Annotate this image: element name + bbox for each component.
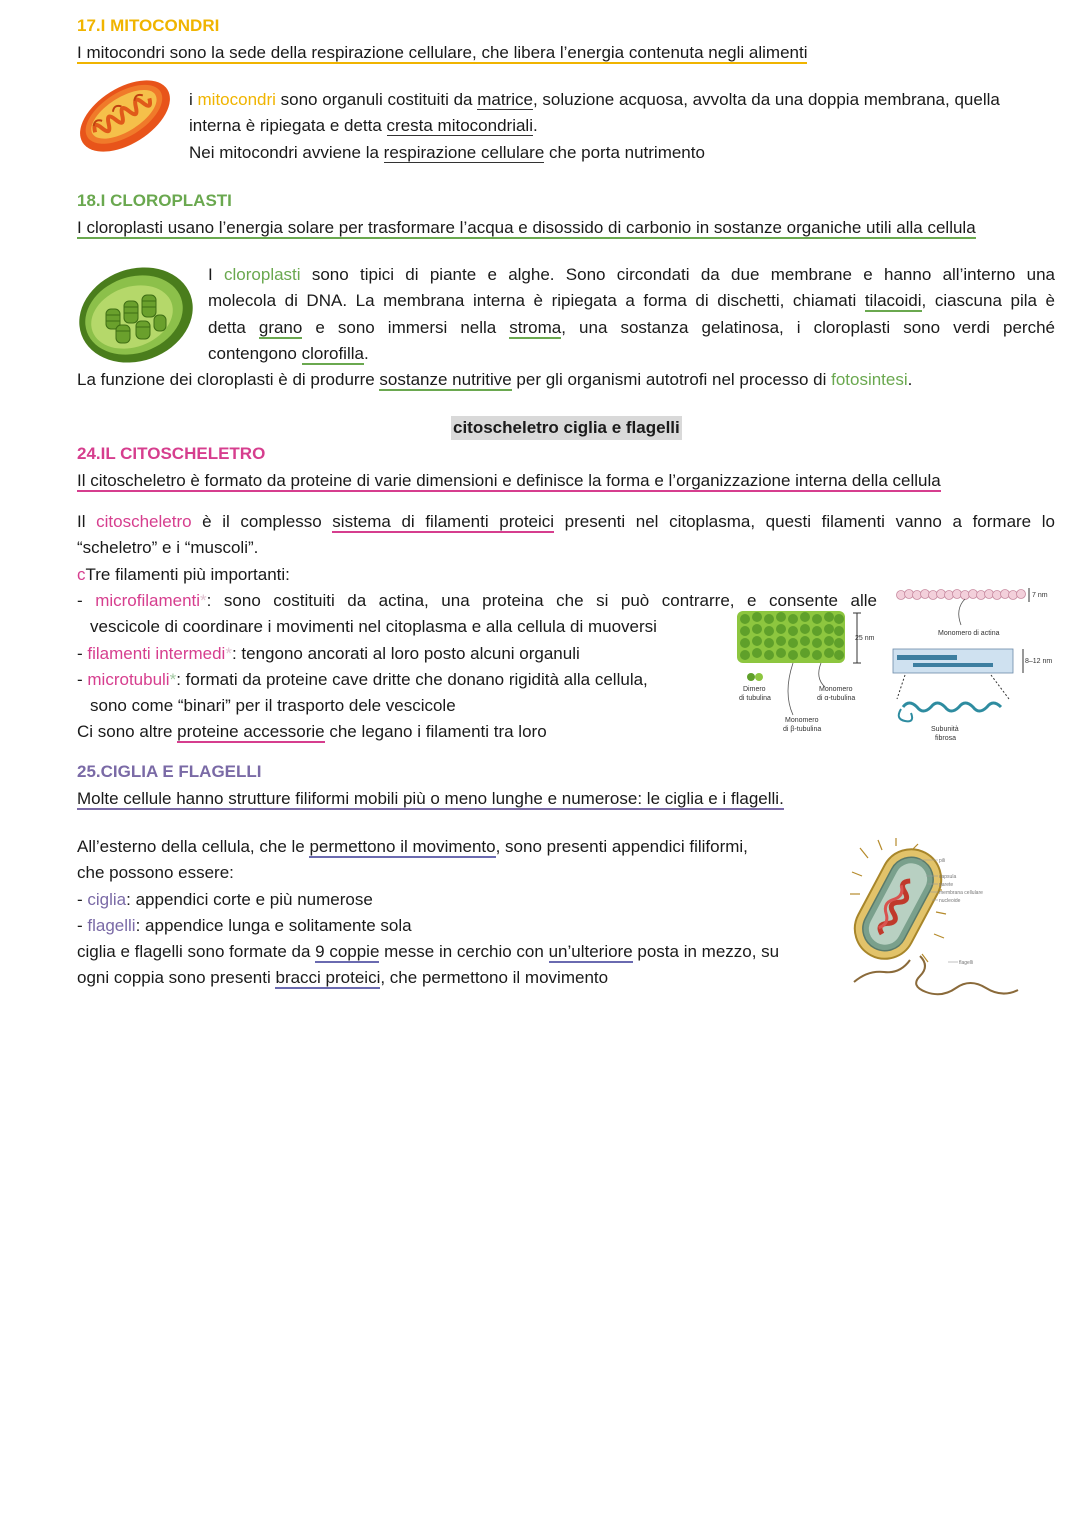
label-25nm: 25 nm (855, 635, 875, 642)
mito-para-line-3: Nei mitocondri avviene la respirazione cellulare che porta nutrimento (189, 142, 705, 162)
chloro-para-line-5: La funzione dei cloroplasti è di produrre sostanze nutritive per gli organismi autotrofi nel processo di fotosintesi. (77, 370, 913, 389)
term-citoscheletro: citoscheletro (96, 512, 192, 531)
chloroplast-image (76, 261, 196, 365)
svg-text:8–12 nm: 8–12 nm (1025, 658, 1053, 665)
svg-text:pili: pili (939, 858, 946, 864)
section-25-lead: Molte cellule hanno strutture filiformi mobili più o meno lunghe e numerose: le ciglia e i flagelli. (77, 789, 784, 808)
svg-text:Subunità: Subunità (931, 726, 959, 733)
term-mitocondri: mitocondri (197, 90, 276, 109)
svg-text:di β-tubulina: di β-tubulina (783, 726, 822, 733)
bacterium-figure (848, 838, 1028, 998)
section-25-title: 25.CIGLIA E FLAGELLI (77, 762, 262, 781)
flag-para-line-4: ogni coppia sono presenti bracci proteici, che permettono il movimento (77, 968, 609, 988)
cito-para-last: Ci sono altre proteine accessorie che legano i filamenti tra loro (77, 722, 547, 742)
svg-text:fibrosa: fibrosa (935, 735, 957, 742)
section-17-lead: I mitocondri sono la sede della respirazione cellulare, che libera l’energia contenuta negli alimenti (77, 43, 808, 62)
chloro-para-line-4: contengono clorofilla. (208, 343, 369, 363)
section-17-title: 17.I MITOCONDRI (77, 16, 220, 35)
cito-para-line-2: “scheletro” e i “muscoli”. (77, 538, 259, 558)
cito-bullet-intermedi: - filamenti intermedi*: tengono ancorati al loro posto alcuni organuli (77, 643, 580, 663)
svg-text:capsula: capsula (939, 874, 957, 880)
chloro-para-line-3: detta grano e sono immersi nella stroma, una sostanza gelatinosa, i cloroplasti sono verdi perché (208, 317, 1055, 337)
section-24-title: 24.IL CITOSCHELETRO (77, 444, 266, 463)
cito-para-line-3: cTre filamenti più importanti: (77, 564, 290, 584)
term-fotosintesi: fotosintesi (831, 370, 908, 389)
term-cloroplasti: cloroplasti (224, 265, 301, 284)
microtubule-drawing (737, 611, 875, 733)
section-18-title: 18.I CLOROPLASTI (77, 191, 232, 210)
chloro-para-line-1: I cloroplasti sono tipici di piante e alghe. Sono circondati da due membrane e hanno all’interno una (208, 265, 1055, 284)
svg-text:Monomero: Monomero (785, 717, 819, 724)
chloro-para-line-2: molecola di DNA. La membrana interna è ripiegata a forma di dischetti, chiamati tilacoidi, ciascuna pila è (208, 291, 1056, 311)
svg-text:parete: parete (939, 882, 954, 888)
cito-bullet-microtubuli: - microtubuli*: formati da proteine cave dritte che donano rigidità alla cellula, (77, 669, 648, 689)
intermediate-filament-drawing (893, 649, 1052, 742)
svg-text:Dimero: Dimero (743, 686, 766, 693)
cito-bullet-microtubuli-cont: sono come “binari” per il trasporto dele vescicole (90, 696, 456, 716)
svg-text:di α-tubulina: di α-tubulina (817, 695, 856, 702)
svg-text:7 nm: 7 nm (1032, 592, 1048, 599)
svg-text:membrana cellulare: membrana cellulare (939, 890, 983, 896)
cito-bullet-microfilamenti: - microfilamenti*: sono costituiti da actina, una proteina che si può contrarre, e consente alle (77, 591, 877, 610)
cito-bullet-microfilamenti-cont: vescicole di coordinare i movimenti nel citoplasma e alla cellula di muoversi (90, 617, 657, 637)
flag-bullet-flagelli: - flagelli: appendice lunga e solitamente sola (77, 915, 412, 935)
svg-text:di tubulina: di tubulina (739, 695, 771, 702)
label-monomer-actin: Monomero di actina (938, 630, 1000, 637)
flag-para-line-1: All’esterno della cellula, che le permettono il movimento, sono presenti appendici filiformi, (77, 837, 748, 856)
section-label: citoscheletro ciglia e flagelli (451, 416, 682, 440)
flag-para-line-3: ciglia e flagelli sono formate da 9 coppie messe in cerchio con un’ulteriore posta in mezzo, su (77, 942, 780, 962)
svg-text:Monomero: Monomero (819, 686, 853, 693)
section-18-lead: I cloroplasti usano l’energia solare per trasformare l’acqua e disossido di carbonio in sostanze organiche utili alla cellula (77, 218, 976, 237)
mitochondrion-image (77, 70, 173, 162)
flag-bullet-ciglia: - ciglia: appendici corte e più numerose (77, 889, 373, 909)
svg-text:nucleoide: nucleoide (939, 898, 961, 904)
actin-filament-drawing (897, 588, 1048, 637)
svg-text:flagelli: flagelli (959, 960, 974, 966)
cytoskeleton-figure (733, 585, 1058, 745)
cito-para-line-1: Il citoscheletro è il complesso sistema di filamenti proteici presenti nel citoplasma, questi filamenti vanno a formare lo (77, 512, 1055, 531)
mito-para-line-2: interna è ripiegata e detta cresta mitocondriali. (189, 116, 538, 136)
flag-para-line-2: che possono essere: (77, 863, 234, 883)
section-24-lead: Il citoscheletro è formato da proteine di varie dimensioni e definisce la forma e l’organizzazione interna della cellula (77, 471, 941, 490)
mito-para-line-1: i mitocondri sono organuli costituiti da matrice, soluzione acquosa, avvolta da una doppia membrana, quella (189, 90, 1000, 109)
